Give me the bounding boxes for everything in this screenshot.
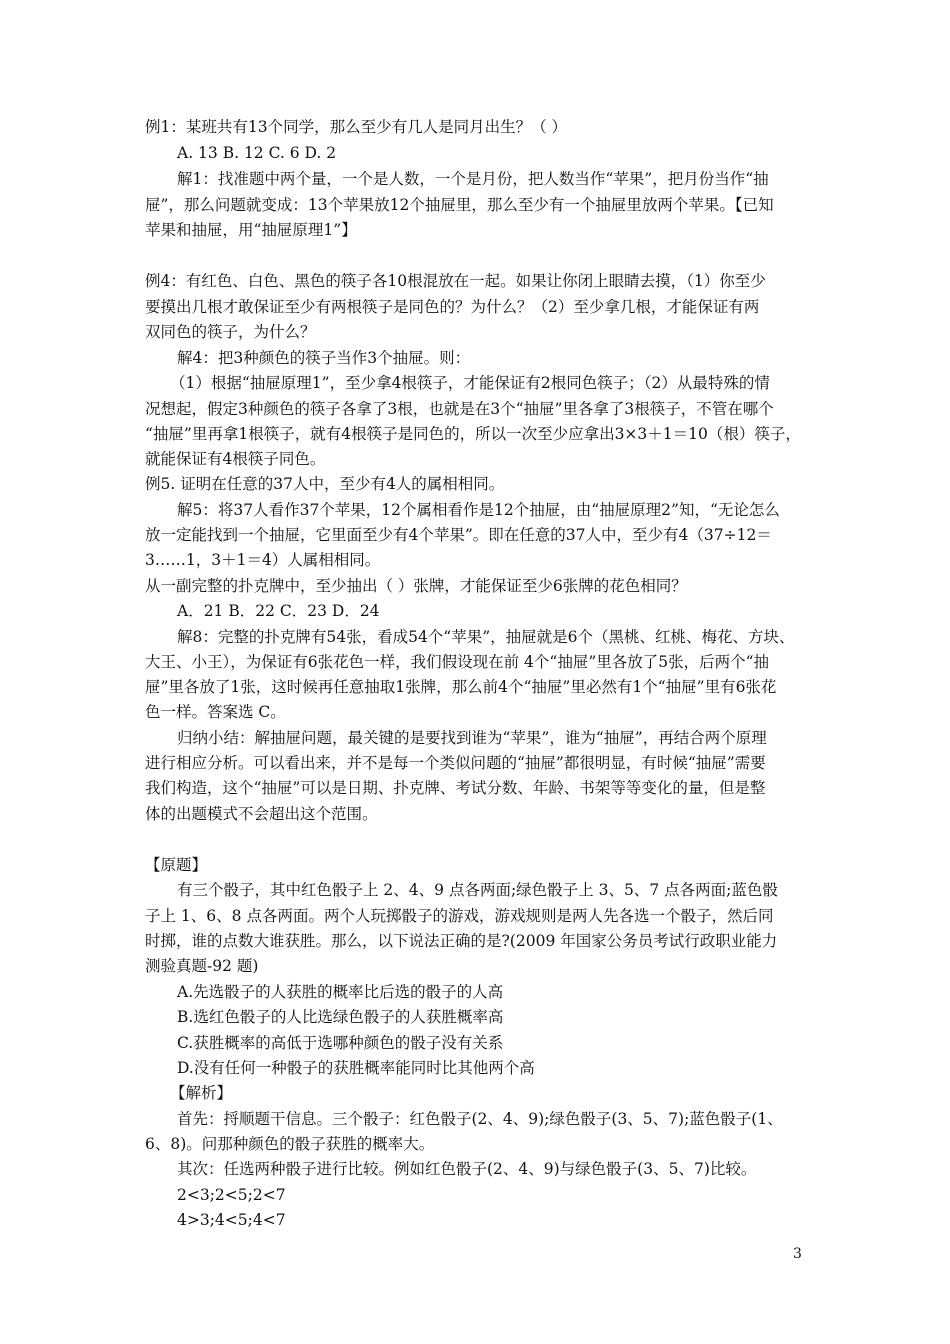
summary-line-4: 体的出题模式不会超出这个范围。 [145,805,378,823]
summary-line-1: 归纳小结：解抽屉问题，最关键的是要找到谁为“苹果”，谁为“抽屉”，再结合两个原理 [177,729,767,747]
dice-question-line-4: 测验真题-92 题) [145,957,259,975]
summary-line-2: 进行相应分析。可以看出来，并不是每一个类似问题的“抽屉”都很明显，有时候“抽屉”需要 [145,754,766,772]
summary-line-3: 我们构造，这个“抽屉”可以是日期、扑克牌、考试分数、年龄、书架等等变化的量，但是整 [145,779,766,797]
dice-question-line-2: 子上 1、6、8 点各两面。两个人玩掷骰子的游戏，游戏规则是两人先各选一个骰子，然后同 [145,907,774,925]
solution-5-line-3: 3……1，3＋1＝4）人属相相同。 [145,551,381,569]
example-4-line-2: 要摸出几根才敢保证至少有两根筷子是同色的？为什么？（2）至少拿几根，才能保证有两 [145,298,760,316]
example-1-question: 例1：某班共有13个同学，那么至少有几人是同月出生？（ ） [145,118,568,136]
solution-5-line-1: 解5：将37人看作37个苹果，12个属相看作是12个抽屉，由“抽屉原理2”知，“无论怎么 [177,501,780,519]
dice-option-b: B.选红色骰子的人比选绿色骰子的人获胜概率高 [177,1008,504,1026]
example-4-line-3: 双同色的筷子，为什么？ [145,323,316,341]
page-number: 3 [793,1246,802,1262]
solution-8-line-1: 解8：完整的扑克牌有54张，看成54个“苹果”，抽屉就是6个（黑桃、红桃、梅花、方块、 [177,628,795,646]
poker-question: 从一副完整的扑克牌中，至少抽出（ ）张牌，才能保证至少6张牌的花色相同？ [145,577,687,595]
dice-question-line-1: 有三个骰子，其中红色骰子上 2、4、9 点各两面;绿色骰子上 3、5、7 点各两面;蓝色骰 [177,881,778,899]
example-5-question: 例5. 证明在任意的37人中，至少有4人的属相相同。 [145,475,505,493]
analysis-heading: 【解析】 [170,1084,233,1102]
solution-4-line-4: 就能保证有4根筷子同色。 [145,450,326,468]
example-1-options: A. 13 B. 12 C. 6 D. 2 [177,144,337,162]
solution-8-line-4: 色一样。答案选 C。 [145,703,286,721]
poker-options: A．21 B．22 C．23 D．24 [177,602,380,620]
solution-1-line-3: 苹果和抽屉，用“抽屉原理1”】 [145,221,357,239]
solution-4-line-3: “抽屉”里再拿1根筷子，就有4根筷子是同色的，所以一次至少应拿出3×3＋1＝10（根）筷子， [145,425,801,443]
comparison-line-1: 2<3;2<5;2<7 [177,1186,286,1204]
solution-8-line-3: 屉”里各放了1张，这时候再任意抽取1张牌，那么前4个“抽屉”里必然有1个“抽屉”里有6张花 [145,678,777,696]
solution-1-line-1: 解1：找准题中两个量，一个是人数，一个是月份，把人数当作“苹果”，把月份当作“抽 [177,170,769,188]
dice-option-c: C.获胜概率的高低于选哪种颜色的骰子没有关系 [177,1034,504,1052]
solution-4-line-2: 况想起，假定3种颜色的筷子各拿了3根，也就是在3个“抽屉”里各拿了3根筷子，不管在哪个 [145,400,774,418]
example-4-line-1: 例4：有红色、白色、黑色的筷子各10根混放在一起。如果让你闭上眼睛去摸，（1）你至少 [145,272,766,290]
dice-question-line-3: 时掷，谁的点数大谁获胜。那么，以下说法正确的是?(2009 年国家公务员考试行政职业能力 [145,932,778,950]
solution-5-line-2: 放一定能找到一个抽屉，它里面至少有4个苹果”。即在任意的37人中，至少有4（37÷12＝ [145,526,772,544]
solution-8-line-2: 大王、小王），为保证有6张花色一样，我们假设现在前 4个“抽屉”里各放了5张，后两个“抽 [145,653,770,671]
dice-option-a: A.先选骰子的人获胜的概率比后选的骰子的人高 [177,983,504,1001]
comparison-line-2: 4>3;4<5;4<7 [177,1211,286,1229]
dice-option-d: D.没有任何一种骰子的获胜概率能同时比其他两个高 [177,1059,535,1077]
solution-4-line-1: （1）根据“抽屉原理1”，至少拿4根筷子，才能保证有2根同色筷子；（2）从最特殊的情 [170,374,770,392]
analysis-line-1: 首先：捋顺题干信息。三个骰子：红色骰子(2、4、9);绿色骰子(3、5、7);蓝色骰子(1、 [177,1110,783,1128]
analysis-line-2: 6、8)。问那种颜色的骰子获胜的概率大。 [145,1135,435,1153]
analysis-line-3: 其次：任选两种骰子进行比较。例如红色骰子(2、4、9)与绿色骰子(3、5、7)比较。 [177,1160,757,1178]
original-question-heading: 【原题】 [145,856,208,874]
solution-1-line-2: 屉”，那么问题就变成：13个苹果放12个抽屉里，那么至少有一个抽屉里放两个苹果。【已知 [145,196,774,214]
solution-4-intro: 解4：把3种颜色的筷子当作3个抽屉。则： [177,349,471,367]
